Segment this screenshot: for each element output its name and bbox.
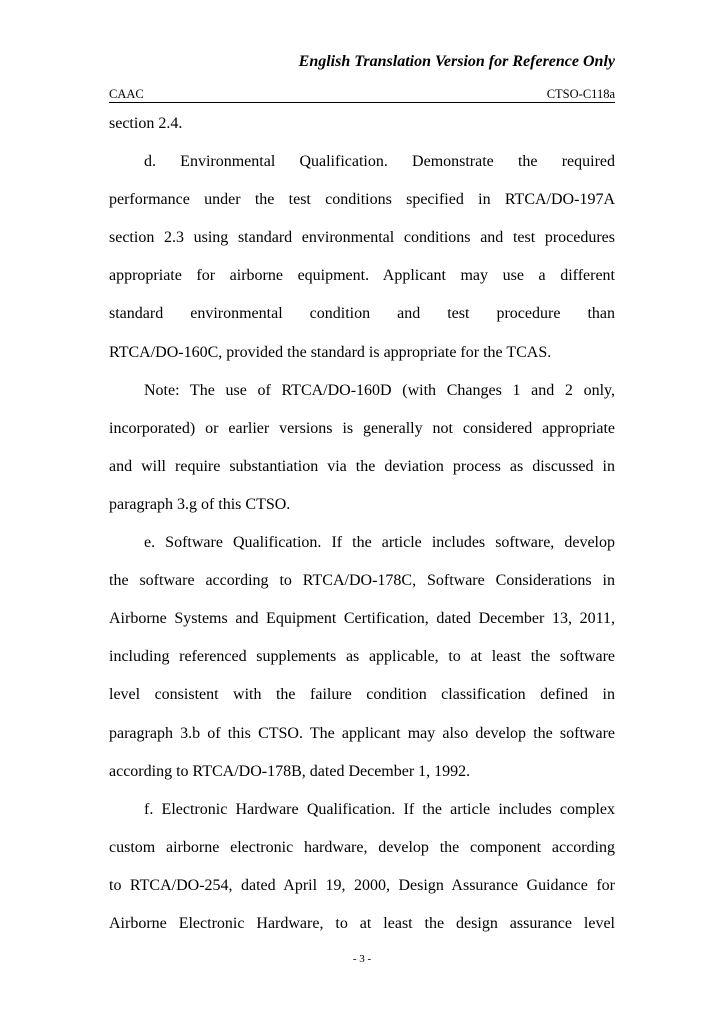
paragraph-d-start: d. Environmental Qualification. Demonstrate the required [144,153,615,171]
text-line: to RTCA/DO-254, dated April 19, 2000, Design Assurance Guidance for [109,876,615,894]
header-organization: CAAC [109,87,144,101]
note-paragraph-start: Note: The use of RTCA/DO-160D (with Changes 1 and 2 only, [144,381,615,399]
text-line: standard environmental condition and test procedure than [109,305,615,323]
text-line: the software according to RTCA/DO-178C, Software Considerations in [109,572,615,590]
body-text [109,105,615,943]
text-line: incorporated) or earlier versions is generally not considered appropriate [109,419,615,437]
translation-disclaimer: English Translation Version for Reference Only [298,53,615,70]
page-number: - 3 - [352,953,372,965]
text-line: Airborne Systems and Equipment Certification, dated December 13, 2011, [109,610,615,628]
paragraph-f-start: f. Electronic Hardware Qualification. If the article includes complex [144,800,615,818]
text-line: performance under the test conditions specified in RTCA/DO-197A [109,191,615,209]
text-line: Airborne Electronic Hardware, to at least the design assurance level [109,914,615,932]
text-line: paragraph 3.g of this CTSO. [109,495,291,513]
text-line: custom airborne electronic hardware, develop the component according [109,838,615,856]
text-line: RTCA/DO-160C, provided the standard is appropriate for the TCAS. [109,343,552,361]
header-document-number: CTSO-C118a [546,87,615,101]
text-line: appropriate for airborne equipment. Applicant may use a different [109,267,615,285]
text-line: section 2.3 using standard environmental conditions and test procedures [109,229,615,247]
text-line: level consistent with the failure condition classification defined in [109,686,615,704]
text-line: including referenced supplements as applicable, to at least the software [109,648,615,666]
text-line: paragraph 3.b of this CTSO. The applicant may also develop the software [109,724,615,742]
text-line: section 2.4. [109,115,183,132]
text-line: according to RTCA/DO-178B, dated December 1, 1992. [109,762,471,780]
paragraph-e-start: e. Software Qualification. If the article includes software, develop [144,534,615,552]
text-line: and will require substantiation via the deviation process as discussed in [109,457,615,475]
header-divider [109,102,615,103]
